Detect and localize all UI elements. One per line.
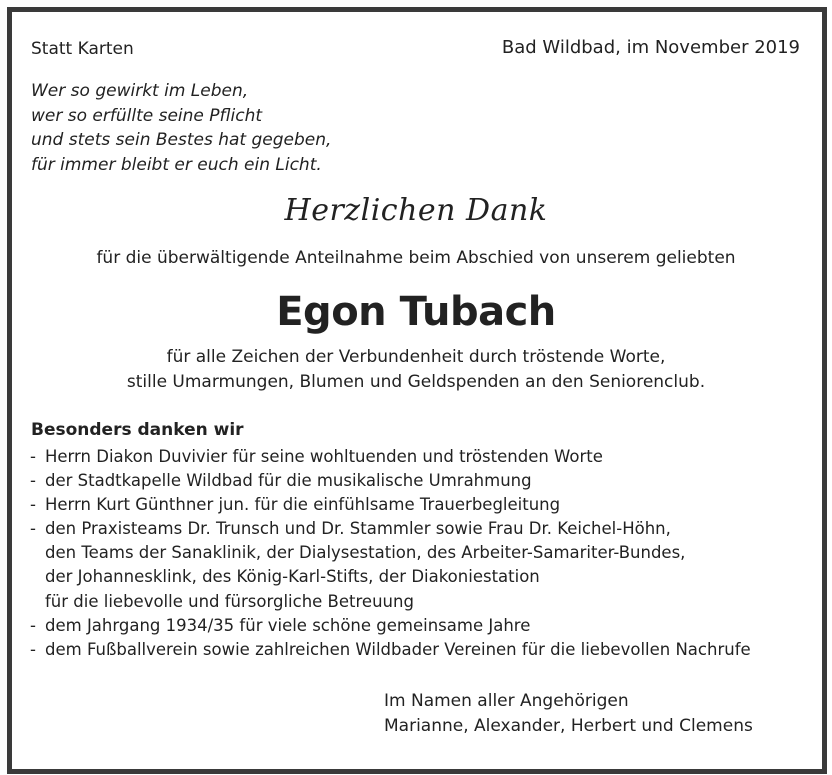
list-dash: - [30,471,36,491]
list-dash: - [30,615,36,635]
special-thanks-list [30,445,751,662]
list-dash: - [30,639,36,659]
thanks-line: stille Umarmungen, Blumen und Geldspenden an den Seniorenclub. [126,372,706,392]
list-dash: - [30,495,36,515]
list-item-continuation: der Johannesklink, des König-Karl-Stifts, der Diakoniestation [45,567,540,587]
list-item-text: der Stadtkapelle Wildbad für die musikalische Umrahmung [45,471,532,491]
list-item-text: den Praxisteams Dr. Trunsch und Dr. Stammler sowie Frau Dr. Keichel-Höhn, [45,519,671,539]
thanks-text [0,345,832,395]
list-dash: - [30,519,36,539]
list-item [30,445,751,469]
script-title: Herzlichen Dank [284,193,548,228]
poem-line: wer so erfüllte seine Pflicht [31,105,263,126]
poem-line: Wer so gewirkt im Leben, [31,81,249,101]
list-item [30,469,751,493]
list-item [30,638,751,662]
poem-line: und stets sein Bestes hat gegeben, [31,130,332,150]
list-item-text: dem Fußballverein sowie zahlreichen Wildbader Vereinen für die liebevollen Nachrufe [45,639,751,659]
list-dash: - [30,447,36,466]
thanks-line: für alle Zeichen der Verbundenheit durch tröstende Worte, [166,347,666,367]
list-item-text: Herrn Kurt Günthner jun. für die einfühlsame Trauerbegleitung [45,495,561,515]
signature-line: Marianne, Alexander, Herbert und Clemens [384,716,753,736]
list-item-text: Herrn Diakon Duvivier für seine wohltuenden und tröstenden Worte [45,447,603,466]
signature [384,689,753,739]
signature-line: Im Namen aller Angehörigen [384,691,629,711]
list-item [30,614,751,638]
intro-text: für die überwältigende Anteilnahme beim Abschied von unserem geliebten [96,248,736,268]
list-item-text: dem Jahrgang 1934/35 für viele schöne gemeinsame Jahre [45,615,531,635]
header-place-date: Bad Wildbad, im November 2019 [501,37,800,58]
list-item-continuation: den Teams der Sanaklinik, der Dialysestation, des Arbeiter-Samariter-Bundes, [45,543,686,563]
header-statt-karten: Statt Karten [31,39,134,59]
list-item-continuation: für die liebevolle und fürsorgliche Betreuung [45,591,414,611]
poem [31,79,331,177]
poem-line: für immer bleibt er euch ein Licht. [31,154,322,175]
list-item [30,493,751,517]
list-item [30,517,751,541]
deceased-name: Egon Tubach [276,289,556,335]
special-thanks-heading: Besonders danken wir [31,420,244,440]
